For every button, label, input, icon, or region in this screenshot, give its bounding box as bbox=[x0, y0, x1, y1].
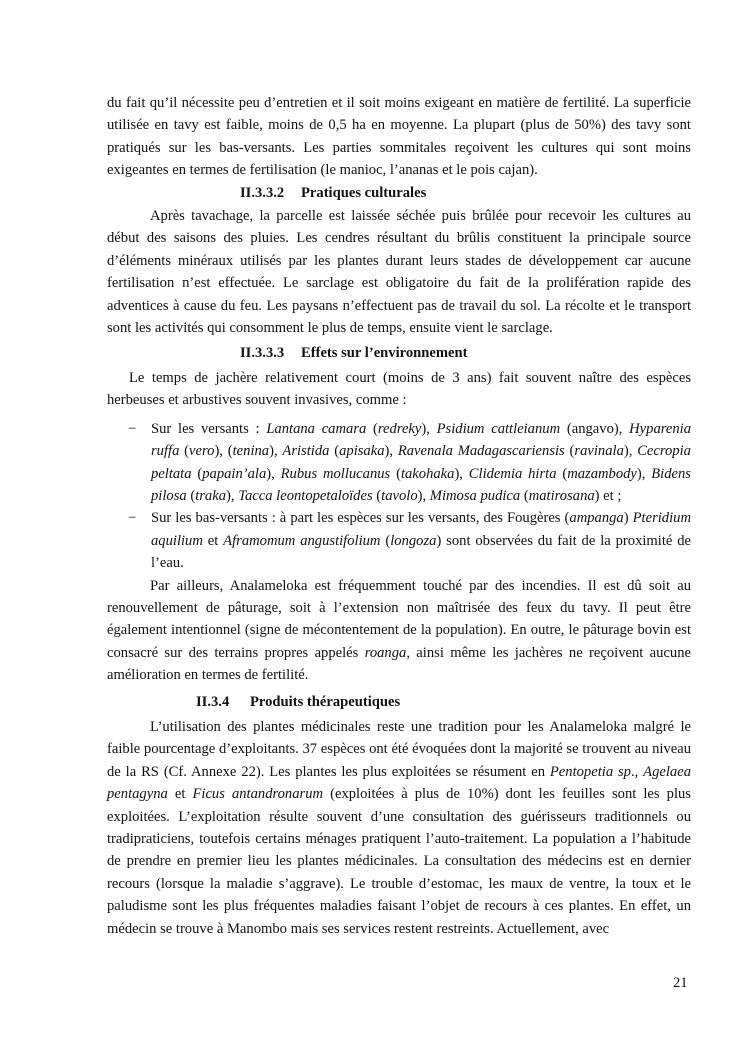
italic-term: traka bbox=[195, 487, 227, 504]
page-number: 21 bbox=[673, 975, 688, 991]
page-content bbox=[107, 92, 691, 940]
italic-term: Hyparenia ruffa bbox=[151, 420, 691, 460]
italic-term: Bidens pilosa bbox=[151, 465, 691, 504]
heading-title: Effets sur l’environnement bbox=[301, 345, 468, 362]
italic-term: Pteridium aquilium bbox=[151, 510, 691, 549]
italic-term: Clidemia hirta bbox=[468, 465, 557, 482]
heading-number: II.3.3.2 bbox=[240, 184, 285, 201]
italic-term: redreky bbox=[377, 420, 422, 437]
list-item bbox=[107, 418, 691, 508]
italic-term: Pentopetia sp bbox=[549, 763, 631, 780]
italic-term: Aframomum angustifolium bbox=[223, 532, 381, 549]
heading-therapeutic-products bbox=[107, 691, 691, 713]
heading-cultural-practices bbox=[107, 182, 691, 204]
italic-term: takohaka bbox=[400, 465, 455, 482]
italic-term: Mimosa pudica bbox=[429, 487, 521, 504]
heading-number: II.3.3.3 bbox=[240, 345, 285, 362]
italic-term: Agelaea pentagyna bbox=[107, 763, 691, 803]
italic-term: tavolo bbox=[381, 487, 418, 504]
italic-term: roanga bbox=[364, 644, 407, 661]
bullet-dash: − bbox=[128, 510, 137, 527]
therapeutic-paragraph: L’utilisation des plantes médicinales reste une tradition pour les Analameloka malgré le faible pourcentage d’exploitants. 37 espèces ont été évoquées dont la majorité se trouvent au niveau de la RS (Cf. Annexe 22). Les plantes les plus exploitées se résument en Pentopetia sp., Agelaea pentagyna et Ficus antandronarum (exploitées à plus de 10%) dont les feuilles sont les plus exploitées. L’exploitation résulte souvent d’une consultation des guérisseurs traditionnels ou tradipraticiens, toutefois certains ménages pratiquent l’auto-traitement. La population a l’habitude de prendre en premier lieu les plantes médicinales. La consultation des médecins est en dernier recours (lorsque la maladie s’aggrave). Le trouble d’estomac, les maux de ventre, la toux et le paludisme sont les plus fréquentes maladies faisant l’objet de recours à ces plantes. En effet, un médecin se trouve à Manombo mais ses services restent restreints. Actuellement, avec bbox=[107, 718, 691, 937]
italic-term: apisaka bbox=[339, 443, 385, 460]
fires-paragraph: Par ailleurs, Analameloka est fréquemment touché par des incendies. Il est dû soit au renouvellement de pâturage, soit à l’extension non maîtrisée des feux du tavy. Il peut être également intentionnel (signe de mécontentement de la population). En outre, le pâturage bovin est consacré sur des terrains propres appelés roanga, ainsi même les jachères ne reçoivent aucune amélioration en termes de fertilité. bbox=[107, 577, 691, 684]
intro-paragraph: du fait qu’il nécessite peu d’entretien et il soit moins exigeant en matière de fertilité. La superficie utilisée en tavy est faible, moins de 0,5 ha en moyenne. La plupart (plus de 50%) des tavy sont pratiqués sur les bas-versants. Les parties sommitales reçoivent les cultures qui sont moins exigeantes en termes de fertilisation (le manioc, l’ananas et le pois cajan). bbox=[107, 95, 691, 179]
italic-term: Aristida bbox=[282, 443, 330, 460]
italic-term: mazambody bbox=[567, 465, 637, 482]
italic-term: ampanga bbox=[569, 510, 624, 527]
italic-term: ravinala bbox=[574, 443, 624, 460]
species-list bbox=[107, 418, 691, 575]
italic-term: Psidium cattleianum bbox=[436, 420, 561, 437]
environment-paragraph: Le temps de jachère relativement court (moins de 3 ans) fait souvent naître des espèces herbeuses et arbustives souvent invasives, comme : bbox=[107, 369, 691, 409]
italic-term: papain’ala bbox=[202, 465, 267, 482]
italic-term: Cecropia peltata bbox=[151, 443, 691, 482]
italic-term: matirosana bbox=[528, 487, 595, 504]
bullet-dash: − bbox=[128, 420, 137, 437]
list-item bbox=[107, 507, 691, 574]
italic-term: tenina bbox=[232, 443, 270, 460]
heading-title: Pratiques culturales bbox=[301, 184, 427, 201]
italic-term: Ravenala Madagascariensis bbox=[397, 443, 565, 460]
italic-term: Rubus mollucanus bbox=[280, 465, 391, 482]
heading-environment bbox=[107, 342, 691, 364]
list-item-text: Sur les bas-versants : à part les espèces sur les versants, des Fougères (ampanga) Pteridium aquilium et Aframomum angustifolium (longoza) sont observées du fait de la proximité de l’eau. bbox=[151, 510, 691, 572]
italic-term: Lantana camara bbox=[266, 420, 367, 437]
heading-title: Produits thérapeutiques bbox=[250, 693, 401, 710]
cultural-practices-paragraph: Après tavachage, la parcelle est laissée séchée puis brûlée pour recevoir les cultures au début des saisons des pluies. Les cendres résultant du brûlis constituent la principale source d’éléments minéraux utilisés par les plantes durant leurs stades de développement car aucune fertilisation n’est effectuée. Le sarclage est obligatoire du fait de la prolifération rapide des adventices à cause du feu. Les paysans n’effectuent pas de travail du sol. La récolte et le transport sont les activités qui consomment le plus de temps, ensuite vient le sarclage. bbox=[107, 208, 691, 337]
italic-term: vero bbox=[189, 443, 215, 460]
list-item-text: Sur les versants : Lantana camara (redreky), Psidium cattleianum (angavo), Hyparenia ruffa (vero), (tenina), Aristida (apisaka), Ravenala Madagascariensis (ravinala), Cecropia peltata (papain’ala), Rubus mollucanus (takohaka), Clidemia hirta (mazambody), Bidens pilosa (traka), Tacca leontopetaloïdes (tavolo), Mimosa pudica (matirosana) et ; bbox=[151, 420, 691, 504]
italic-term: Tacca leontopetaloïdes bbox=[238, 487, 373, 504]
italic-term: longoza bbox=[390, 532, 437, 549]
heading-number: II.3.4 bbox=[196, 693, 230, 710]
italic-term: Ficus antandronarum bbox=[192, 786, 324, 803]
